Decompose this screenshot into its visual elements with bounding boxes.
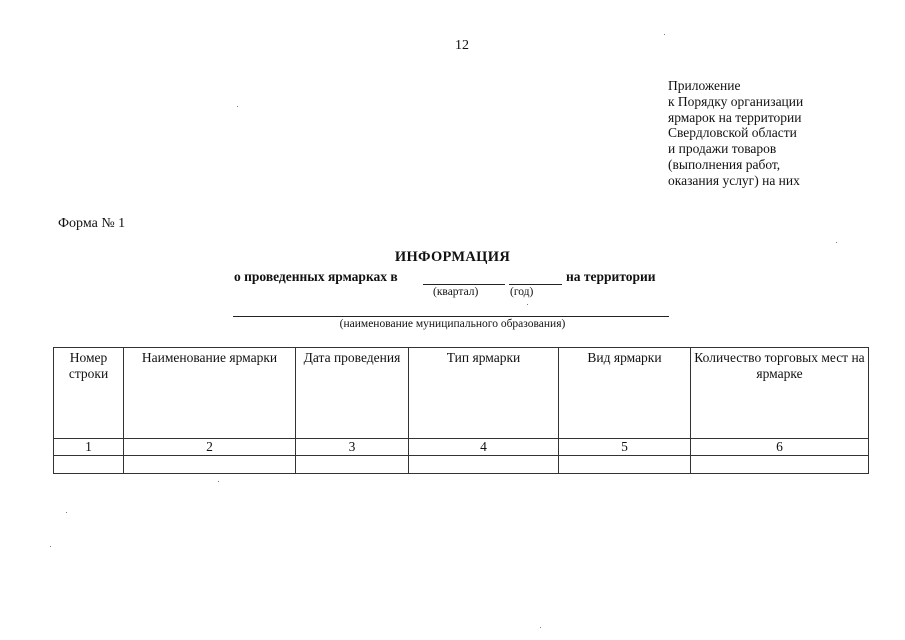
appendix-line: Приложение	[668, 78, 741, 93]
column-number: 5	[559, 439, 691, 456]
column-number: 6	[691, 439, 869, 456]
document-title: ИНФОРМАЦИЯ	[394, 249, 511, 265]
empty-cell	[409, 456, 559, 474]
header-fair-kind: Вид ярмарки	[559, 348, 691, 439]
header-date: Дата проведения	[296, 348, 409, 439]
empty-cell	[559, 456, 691, 474]
quarter-blank-line	[423, 284, 505, 285]
header-row-number: Номер строки	[54, 348, 124, 439]
subtitle-prefix: о проведенных ярмарках в	[234, 269, 398, 284]
year-blank-line	[509, 284, 562, 285]
column-number: 4	[409, 439, 559, 456]
fairs-table	[53, 347, 869, 474]
scan-speck	[66, 512, 67, 513]
form-label: Форма № 1	[58, 216, 126, 231]
quarter-caption: (квартал)	[433, 286, 479, 298]
header-fair-name: Наименование ярмарки	[124, 348, 296, 439]
scan-speck	[50, 546, 51, 547]
scan-speck	[836, 242, 837, 243]
page-number: 12	[455, 38, 469, 53]
column-number-row	[54, 439, 869, 456]
column-number: 1	[54, 439, 124, 456]
appendix-note	[668, 78, 803, 189]
scan-speck	[237, 106, 238, 107]
scan-speck	[527, 304, 528, 305]
header-trading-places: Количество торговых мест на ярмарке	[691, 348, 869, 439]
table-header-row	[54, 348, 869, 439]
empty-cell	[691, 456, 869, 474]
empty-data-row	[54, 456, 869, 474]
header-fair-type: Тип ярмарки	[409, 348, 559, 439]
scan-speck	[540, 627, 541, 628]
column-number: 3	[296, 439, 409, 456]
appendix-line: ярмарок на территории	[668, 109, 802, 125]
appendix-line: к Порядку организации	[668, 93, 804, 109]
appendix-line: (выполнения работ,	[668, 156, 781, 172]
scan-speck	[218, 481, 219, 482]
scan-speck	[664, 34, 665, 35]
empty-cell	[296, 456, 409, 474]
empty-cell	[54, 456, 124, 474]
appendix-line: и продажи товаров	[668, 141, 777, 157]
column-number: 2	[124, 439, 296, 456]
appendix-line: Свердловской области	[668, 125, 797, 141]
municipality-caption: (наименование муниципального образования)	[339, 318, 566, 330]
subtitle-suffix: на территории	[566, 269, 656, 284]
empty-cell	[124, 456, 296, 474]
municipality-blank-line	[233, 316, 669, 317]
year-caption: (год)	[510, 286, 534, 298]
appendix-line: оказания услуг) на них	[668, 172, 800, 188]
